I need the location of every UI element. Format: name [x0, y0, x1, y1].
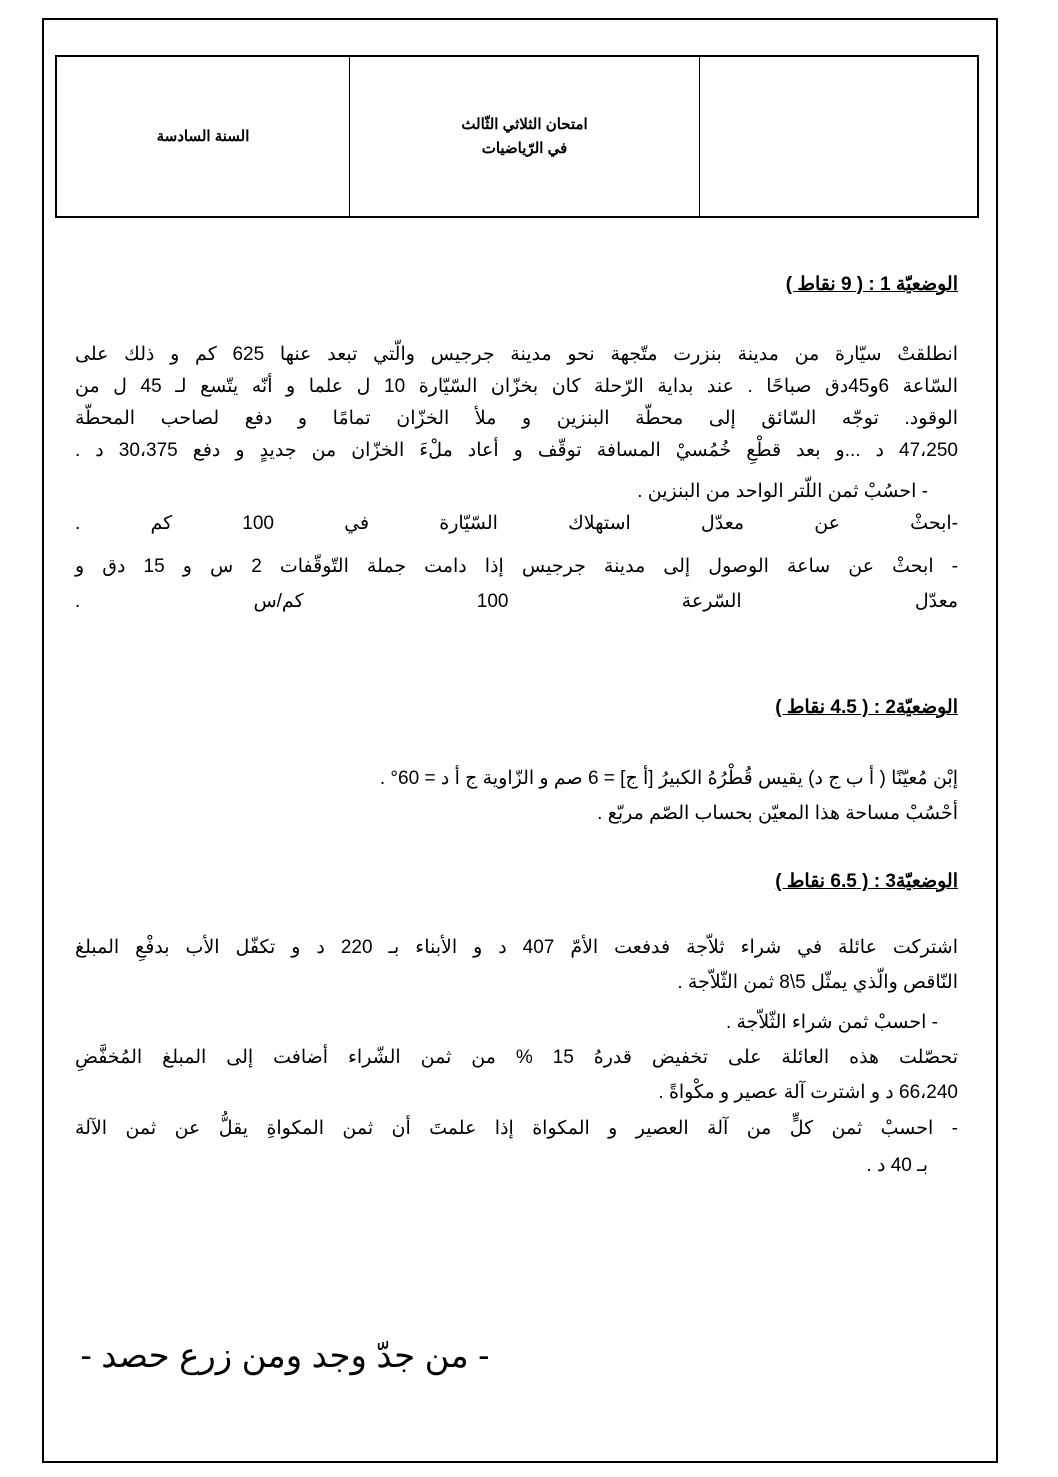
page-border	[42, 18, 998, 1463]
section2-heading: الوضعيّة2 : ( 4.5 نقاط )	[775, 697, 958, 718]
section3-heading: الوضعيّة3 : ( 6.5 نقاط )	[775, 871, 958, 892]
blank-cell	[700, 57, 977, 216]
s1-task: معدّل السّرعة 100 كم/س .	[75, 591, 958, 612]
grade-label: السنة السادسة	[156, 127, 250, 145]
s3-line: اشتركت عائلة في شراء ثلاّجة فدفعت الأمّ 407 د و الأبناء بـ 220 د و تكفّل الأب بدفْعِ المبلغ	[75, 937, 958, 958]
s3-line: النّاقص والّذي يمثّل 5\8 ثمن الثّلاّجة .	[677, 972, 958, 993]
s1-line: السّاعة 6و45دق صباحًا . عند بداية الرّحلة كان بخزّان السّيّارة 10 ل علما و أنّه يتّسع لـ 45 ل من	[75, 376, 958, 397]
s1-line: 47،250 د ...و بعد قطْعِ خُمُسيْ المسافة توقّف و أعاد ملْءَ الخزّان من جديدٍ و دفع 30،375 د .	[75, 440, 958, 461]
s3-line: - احسبْ ثمن كلٍّ من آلة العصير و المكواة إذا علمتَ أن ثمن المكواةِ يقلُّ عن ثمن الآلة	[75, 1118, 958, 1139]
title-cell	[350, 57, 700, 216]
s2-line: إبْن مُعيّنًا ( أ ب ج د) يقيس قُطْرُهُ الكبيرُ [أ ج] = 6 صم و الزّاوية ج أ د = 60° .	[379, 768, 958, 789]
header-table	[55, 55, 979, 218]
grade-cell	[57, 57, 350, 216]
s1-line: الوقود. توجّه السّائق إلى محطّة البنزين و ملأ الخزّان تمامًا و دفع لصاحب المحطّة	[75, 408, 958, 429]
s3-line: - احسبْ ثمن شراء الثّلاّجة .	[725, 1012, 938, 1033]
exam-subject: في الرّياضيات	[481, 139, 568, 157]
footer-proverb: - من جدّ وجد ومن زرع حصد -	[80, 1337, 490, 1375]
s1-task: - احسُبْ ثمن اللّتر الواحد من البنزين .	[637, 481, 928, 502]
section1-heading: الوضعيّة 1 : ( 9 نقاط )	[785, 274, 958, 295]
s3-line: بـ 40 د .	[866, 1155, 928, 1176]
s1-task: - ابحثْ عن ساعة الوصول إلى مدينة جرجيس إذا دامت جملة التّوقّفات 2 س و 15 دق و	[75, 556, 959, 577]
s3-line: 66،240 د و اشترت آلة عصير و مكْواةً .	[658, 1082, 958, 1103]
exam-title: امتحان الثلاثي الثّالث	[461, 115, 588, 133]
s1-task: -ابحثْ عن معدّل استهلاك السّيّارة في 100 كم .	[75, 513, 958, 534]
s1-line: انطلقتْ سيّارة من مدينة بنزرت متّجهة نحو مدينة جرجيس والّتي تبعد عنها 625 كم و ذلك على	[75, 344, 958, 365]
s2-line: أحْسُبْ مساحة هذا المعيّن بحساب الصّم مربّع .	[597, 803, 958, 824]
s3-line: تحصّلت هذه العائلة على تخفيض قدرهُ 15 % من ثمن الشّراء أضافت إلى المبلغ المُخفَّضِ	[75, 1047, 958, 1068]
